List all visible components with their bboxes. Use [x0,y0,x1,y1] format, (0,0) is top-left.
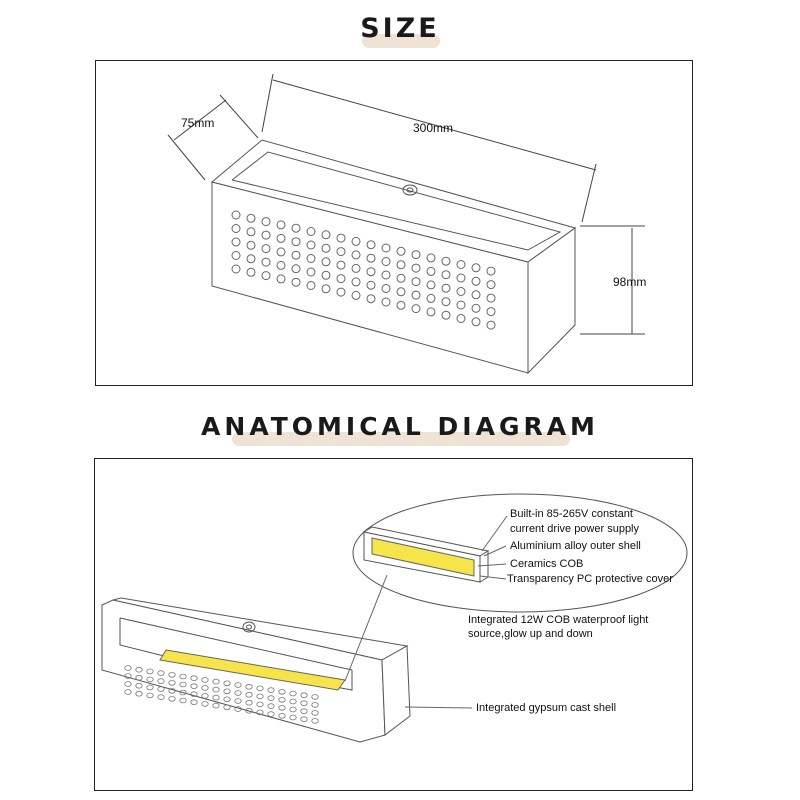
length-label: 300mm [413,121,454,135]
height-label: 98mm [613,275,647,289]
depth-label: 75mm [181,116,215,130]
hole [224,705,230,710]
hole [169,696,175,701]
size-heading-text: SIZE [360,13,440,44]
callout-cover: Transparency PC protective cover [507,573,673,585]
lamp-right-face [382,646,410,735]
callout-cob: Ceramics COB [510,558,584,570]
hole [191,700,197,705]
callout-power-supply-line2: current drive power supply [510,523,640,535]
callout-outer-shell: Aluminium alloy outer shell [510,540,641,552]
hole [136,683,142,688]
callout-power-supply-line1: Built-in 85-265V constant [510,508,633,520]
hole [158,687,164,692]
hole [202,702,208,707]
hole [136,691,142,696]
hole [158,695,164,700]
callout-light-source-line1: Integrated 12W COB waterproof light [468,614,649,626]
callout-light-source-line2: source,glow up and down [468,628,593,640]
hole [213,703,219,708]
hole [180,698,186,703]
leader-gypsum-shell [405,707,472,708]
hole [147,693,153,698]
anatomy-heading-text: ANATOMICAL DIAGRAM [201,412,599,441]
hole [125,682,131,687]
hole [125,690,131,695]
hole [147,685,153,690]
callout-gypsum-shell: Integrated gypsum cast shell [476,702,617,714]
